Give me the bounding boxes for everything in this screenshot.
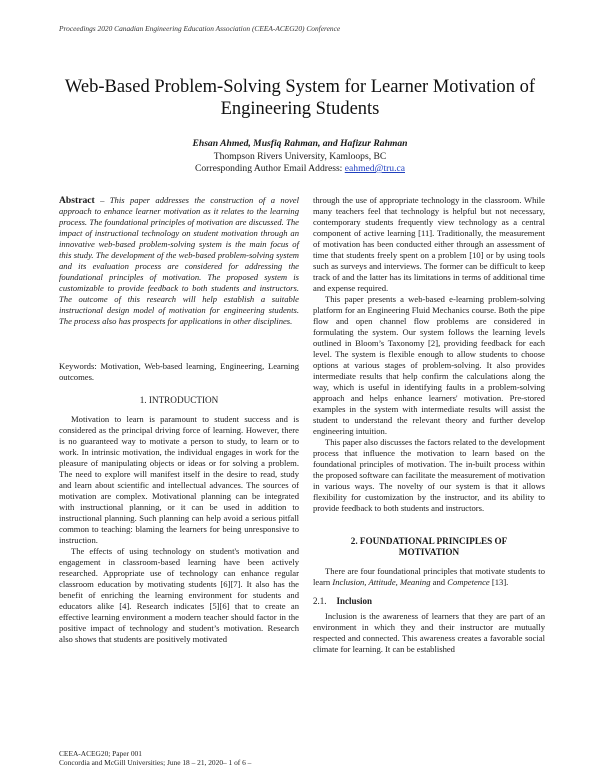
running-head: Proceedings 2020 Canadian Engineering Education Association (CEEA-ACEG20) Conference (59, 24, 341, 33)
footer-venue: Concordia and McGill Universities; June 18 – 21, 2020– 1 of 6 – (59, 758, 252, 767)
paper-title: Web-Based Problem-Solving System for Learner Motivation of Engineering Students (64, 77, 536, 119)
section-heading-line-1: 2. FOUNDATIONAL PRINCIPLES OF (350, 536, 508, 546)
footer-paper-id: CEEA-ACEG20; Paper 001 (59, 749, 142, 758)
intro-paragraph-3: through the use of appropriate technology in the classroom. While many teachers feel that technology is helpful but not necessary, contemporary students frequently view technology as a central component of active learning [11]. Traditionally, the measurement of motivation has been conducted either through an assessment of time that students freely spent on a problem [10] or by using tools such as surveys and interviews. The former can be difficult to keep track of and the latter has its limitations in terms of additional time and expense required. (313, 195, 545, 293)
section-heading-introduction: 1. INTRODUCTION (139, 395, 219, 405)
right-column (313, 195, 545, 655)
keywords: Keywords: Motivation, Web-based learning, Engineering, Learning outcomes. (59, 361, 299, 382)
foundational-suffix: [13]. (489, 577, 509, 587)
affiliation: Thompson Rivers University, Kamloops, BC (213, 150, 387, 162)
intro-paragraph-5: This paper also discusses the factors related to the development process that influence the motivation to learn based on the foundational principles of motivation. The in-built process within the proposed software can facilitate the measurement of motivation in various ways. The novelty of our system is that it allows flexibility for customization by the instructor, and its ability to provide feedback to both students and instructors. (313, 437, 545, 513)
abstract-label: Abstract (59, 195, 95, 206)
subsection-title: Inclusion (336, 596, 373, 606)
section-heading-line-2: MOTIVATION (398, 547, 460, 557)
inclusion-paragraph: Inclusion is the awareness of learners that they are part of an environment in which they and their instructor are mutually respected and connected. This awareness creates a favorable social climate for learning. It can be established (313, 611, 545, 654)
abstract (59, 195, 299, 327)
author-block (150, 138, 450, 176)
foundational-and: and (430, 577, 448, 587)
subsection-number: 2.1. (313, 596, 327, 606)
foundational-terms: Inclusion, Attitude, Meaning (332, 577, 431, 587)
intro-paragraph-4: This paper presents a web-based e-learning problem-solving platform for an Engineering Fluid Mechanics course. Both the pipe flow and open channel flow problems are considered in formulating the system. Our system follows the learning levels outlined in Bloom’s Taxonomy [2], providing feedback for each level. The system is flexible enough to allow students to choose options at various stages of problem-solving. It also provides intermediate results that help confirm the calculations along the way, which is useful in identifying faults in a problem-solving approach and helps enhance learners' motivation. Pre-stored examples in the system with intermediate results will assist the student to understand the relevant theory and further develop engineering intuition. (313, 294, 545, 436)
page-footer (59, 749, 359, 767)
corresponding-author (150, 163, 450, 176)
left-column (59, 195, 299, 645)
subsection-heading-inclusion (313, 596, 545, 607)
section-heading-foundational (313, 536, 545, 558)
intro-paragraph-1: Motivation to learn is paramount to student success and is considered as the principal driving force of learning. However, there is no guaranteed way to motivate a person to study, to learn or to work. In intrinsic motivation, the individual engages in work for the pleasure of manipulating objects or ideas or for solving a problem. The need to explore will manifest itself in the desire to read, study and learn about scientific and intellectual advances. The sources of motivation are complex. Motivational planning can be integrated with instructional planning, or it can be used in addition to instructional planning. Such planning can help avoid a serious pitfall common to teaching: blaming the learners for being unresponsive to instruction. (59, 414, 299, 545)
email-label: Corresponding Author Email Address: (194, 163, 345, 174)
author-names: Ehsan Ahmed, Musfiq Rahman, and Hafizur Rahman (192, 138, 408, 149)
abstract-text: – This paper addresses the construction of a novel approach to enhance learner motivation as it relates to the learning process. The foundational principles of motivation are discussed. The impact of instructional technology on student motivation through an innovative web-based problem-solving system is the main focus of this study. The development of the web-based problem-solving system and its evaluation process are considered for addressing the foundational principles of motivation. The proposed system is customizable to provide feedback to both students and instructors. The outcome of this research will help establish a suitable instructional design model of motivation for engineering students. The process also has prospects for applications in other disciplines. (59, 195, 299, 326)
email-link[interactable]: eahmed@tru.ca (344, 163, 405, 174)
intro-paragraph-2: The effects of using technology on student's motivation and engagement in classroom-based learning have been actively researched. Appropriate use of technology can enhance regular classroom education by motivating students [6][7]. It also has the benefit of enriching the learning environment for students and educators alike [4]. Research indicates [5][6] that to create an effective learning environment a modern teacher should factor in the positive impact of technology and student’s motivation. Research also shows that students are positively motivated (59, 546, 299, 644)
foundational-paragraph (313, 566, 545, 588)
foundational-last-term: Competence (447, 577, 490, 587)
foundational-prefix: There are four foundational principles that motivate students to learn (313, 566, 545, 587)
